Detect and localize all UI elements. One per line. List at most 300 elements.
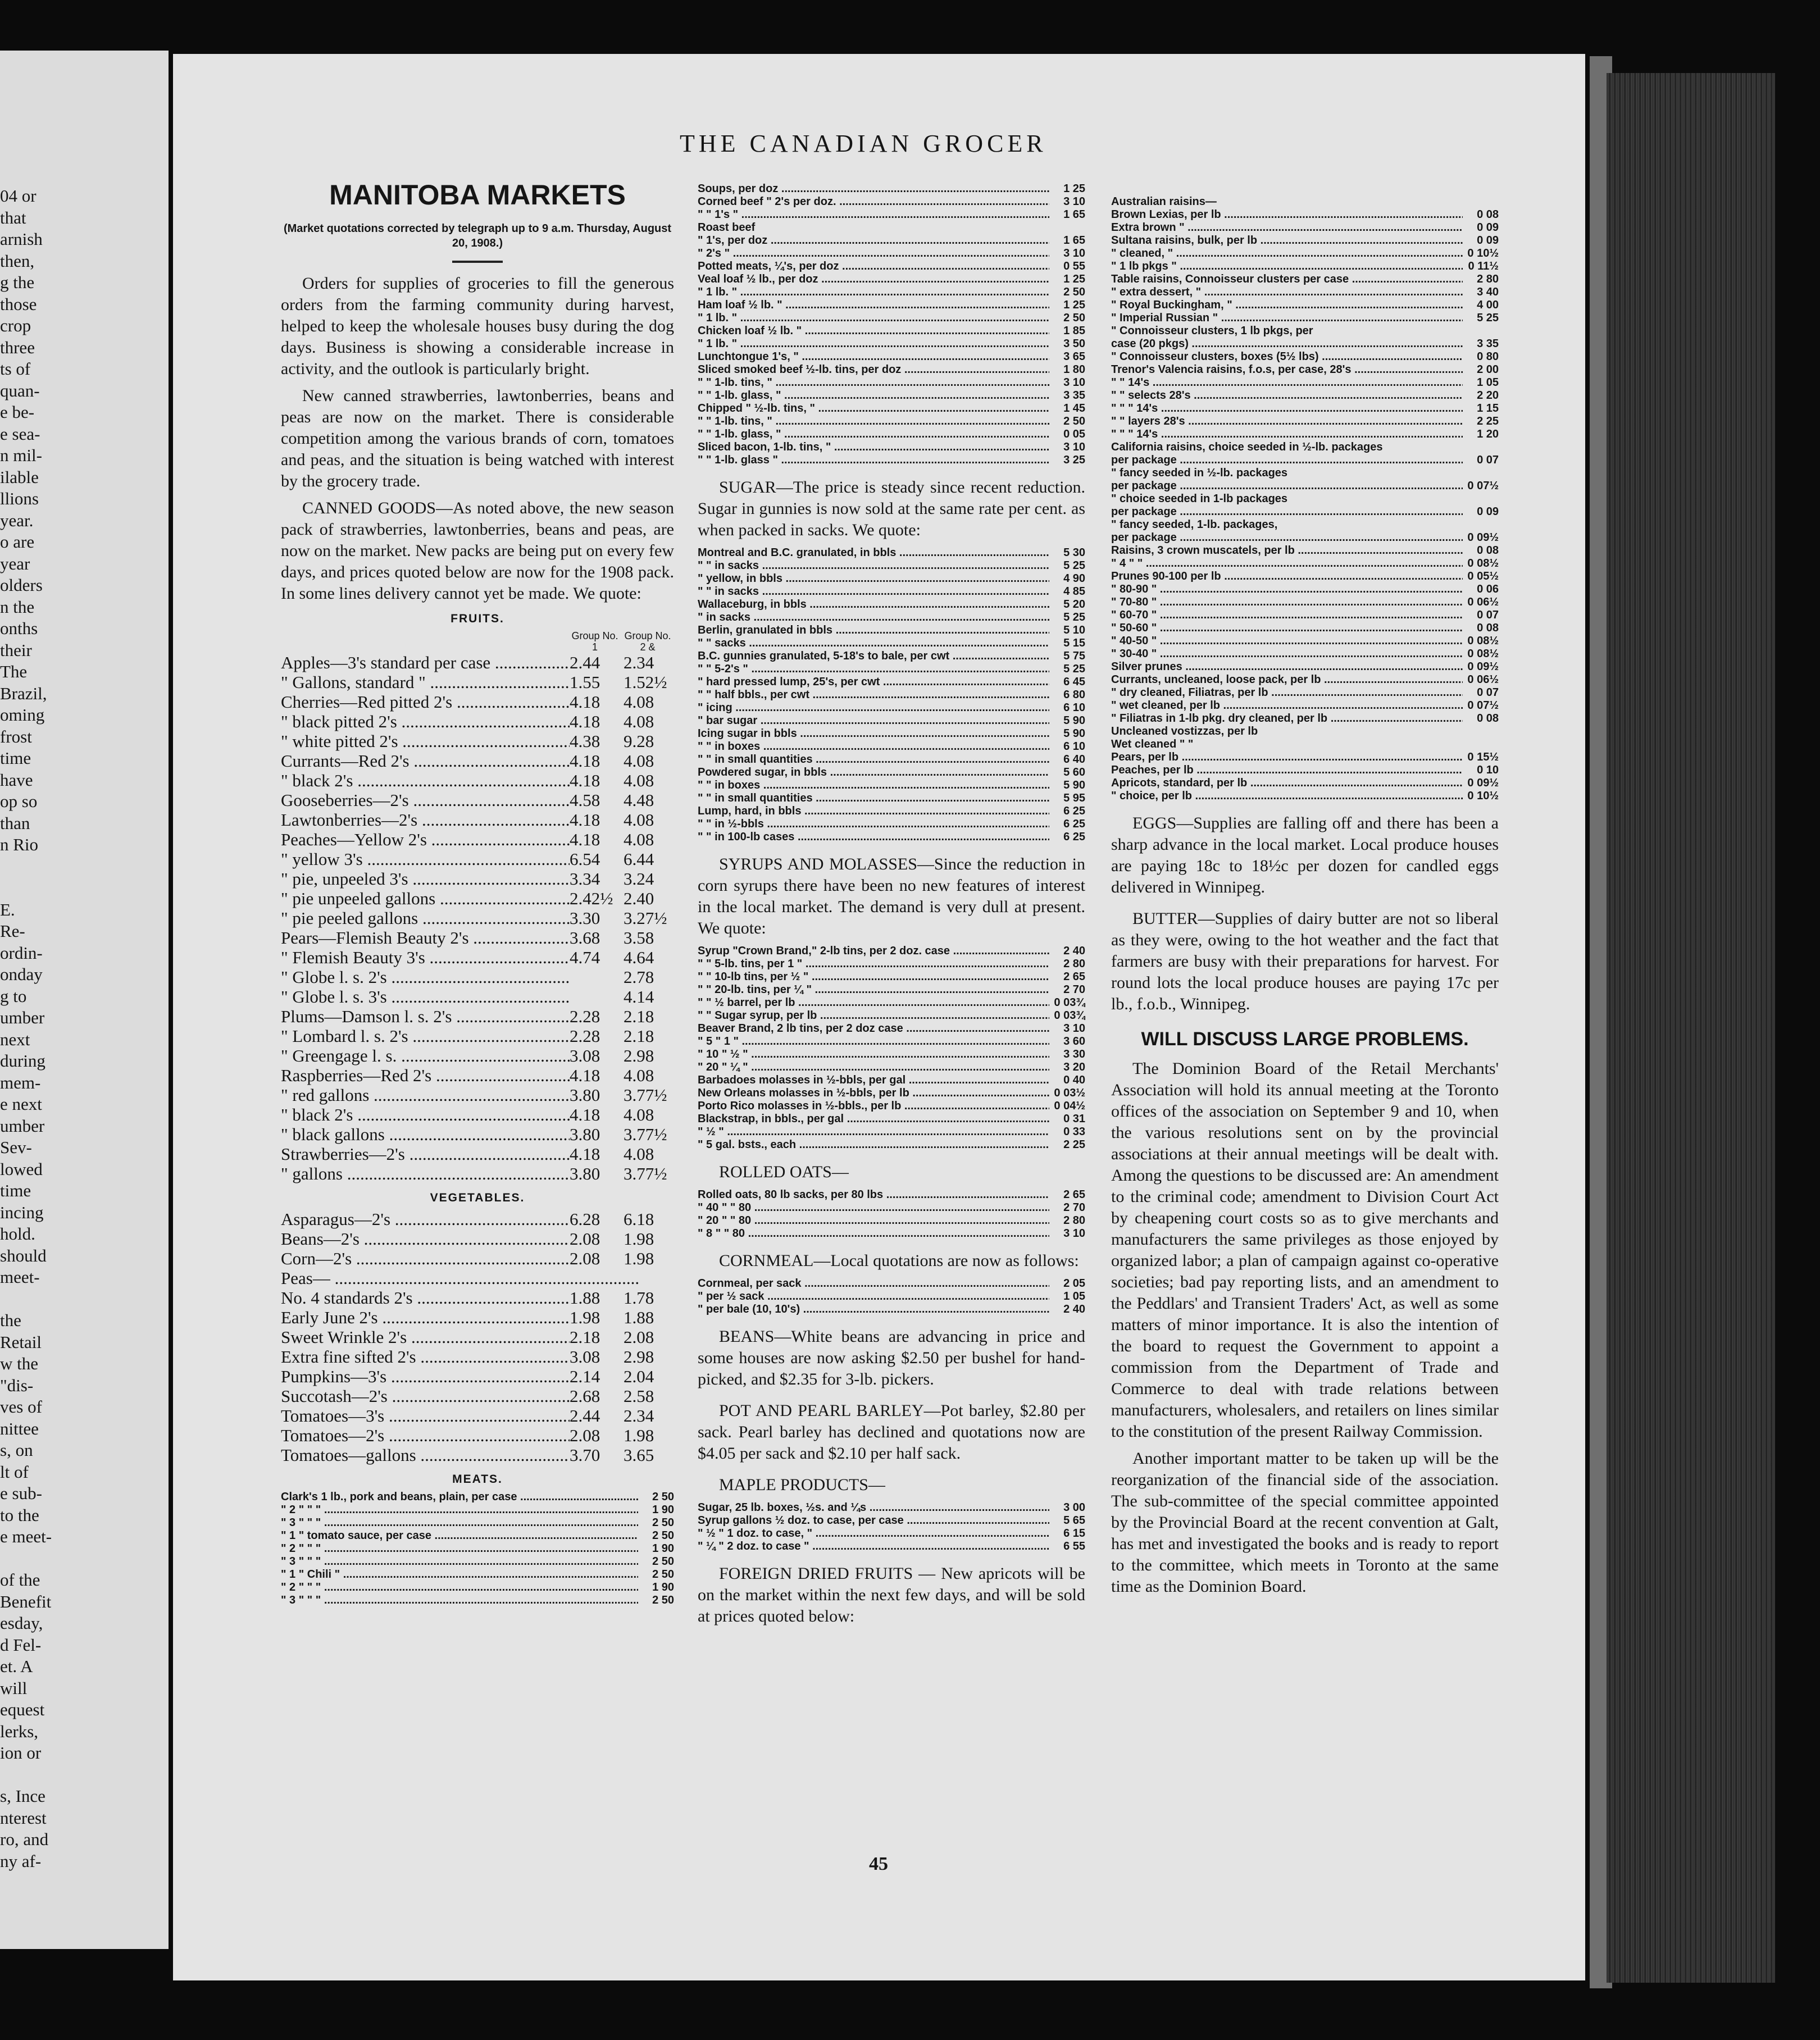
item-price: 0 07½ bbox=[1467, 480, 1499, 492]
item-price: 3 30 bbox=[1063, 1048, 1085, 1060]
item-label: " 40-50 " ..... bbox=[1111, 635, 1463, 648]
item-label: B.C. gunnies granulated, 5-18's to bale, per cwt ..... bbox=[698, 650, 1049, 663]
price-row bbox=[281, 1229, 674, 1249]
item-label: " 2's " ..... bbox=[698, 247, 1049, 260]
item-price bbox=[1463, 493, 1499, 506]
price-row bbox=[698, 286, 1085, 299]
item-price: 1 25 bbox=[1063, 183, 1085, 195]
item-label: " Flemish Beauty 3's ..... bbox=[281, 948, 570, 967]
left-page-text: of the bbox=[0, 1570, 40, 1590]
item-label: Extra brown " ..... bbox=[1111, 221, 1463, 234]
oats-table bbox=[698, 1189, 1085, 1240]
left-page-text: ny af- bbox=[0, 1851, 42, 1871]
left-page-text: year. bbox=[0, 510, 34, 530]
left-page-text: e meet- bbox=[0, 1527, 52, 1546]
price-row bbox=[698, 415, 1085, 428]
item-price: 2 25 bbox=[1477, 415, 1499, 427]
price-row bbox=[1111, 234, 1499, 247]
item-price: 2 80 bbox=[1063, 1214, 1085, 1227]
item-label: " black gallons ..... bbox=[281, 1124, 570, 1144]
meats-heading: MEATS. bbox=[452, 1473, 503, 1486]
left-page-text: olders bbox=[0, 575, 43, 595]
item-label: " Greengage l. s. ..... bbox=[281, 1046, 570, 1065]
price-row bbox=[281, 751, 674, 771]
item-price: 1 85 bbox=[1063, 325, 1085, 337]
item-label: " " layers 28's ..... bbox=[1111, 415, 1463, 428]
price-row bbox=[1111, 325, 1499, 338]
price-row bbox=[281, 653, 674, 672]
item-label: Sultana raisins, bulk, per lb ..... bbox=[1111, 234, 1463, 247]
item-price: 2 50 bbox=[1063, 312, 1085, 324]
price-row bbox=[1111, 544, 1499, 557]
price-row bbox=[281, 1568, 674, 1581]
item-price: 5 25 bbox=[1063, 663, 1085, 675]
price-row bbox=[1111, 299, 1499, 312]
price-row bbox=[698, 676, 1085, 689]
left-page-text: et. A bbox=[0, 1656, 33, 1676]
price-row bbox=[1111, 777, 1499, 790]
price-row bbox=[1111, 583, 1499, 596]
price-row bbox=[281, 810, 674, 830]
article-paragraph: Another important matter to be taken up will be the reorganization of the financial side of the association. The sub-committee of the special committee appointed by the Provincial Board at the recent convention at Galt, has met and investigated the books and is ready to report to the committee, which meets in Toronto at the same time as the Dominion Board. bbox=[1111, 1449, 1499, 1596]
group1-price: 4.74 bbox=[570, 948, 600, 967]
item-label: " fancy seeded, 1-lb. packages, bbox=[1111, 518, 1278, 531]
price-row bbox=[698, 831, 1085, 844]
item-label: " pie, unpeeled 3's ..... bbox=[281, 869, 570, 889]
maple-table bbox=[698, 1501, 1085, 1553]
left-page-text: to the bbox=[0, 1505, 39, 1525]
item-label: " wet cleaned, per lb ..... bbox=[1111, 699, 1463, 712]
group2-price: 3.65 bbox=[624, 1445, 654, 1465]
group1-price: 4.18 bbox=[570, 810, 600, 830]
item-label: " yellow 3's ..... bbox=[281, 849, 570, 869]
price-row bbox=[698, 779, 1085, 792]
item-label: " dry cleaned, Filiatras, per lb ..... bbox=[1111, 686, 1463, 699]
price-row bbox=[698, 338, 1085, 350]
group2-price: 4.48 bbox=[624, 790, 654, 810]
group2-price: 1.78 bbox=[624, 1288, 654, 1308]
left-page-fragment bbox=[0, 51, 169, 1949]
item-price: 0 03½ bbox=[1054, 1087, 1085, 1099]
group2-price: 2.40 bbox=[624, 889, 654, 908]
group2-price: 3.77½ bbox=[624, 1164, 667, 1183]
item-label: Pumpkins—3's ..... bbox=[281, 1367, 570, 1386]
item-label: Syrup gallons ½ doz. to case, per case ..... bbox=[698, 1514, 1049, 1527]
left-page-text: have bbox=[0, 769, 33, 790]
item-label: " " 5-2's " ..... bbox=[698, 663, 1049, 676]
paragraph: Orders for supplies of groceries to fill the generous orders from the farming community during harvest, helped to keep the wholesale houses busy during the dog days. Business is showing a considerable increase in activity, and the outlook is particularly bright. bbox=[281, 274, 674, 378]
group2-price: 4.08 bbox=[624, 830, 654, 849]
price-row bbox=[281, 1529, 674, 1542]
item-price: 0 80 bbox=[1477, 350, 1499, 363]
price-row bbox=[698, 1139, 1085, 1151]
item-price: 1 45 bbox=[1063, 402, 1085, 415]
price-row bbox=[698, 273, 1085, 286]
item-price: 2 20 bbox=[1477, 389, 1499, 402]
item-price: 0 09 bbox=[1477, 234, 1499, 247]
page-number: 45 bbox=[869, 1854, 888, 1874]
item-label: " " 1-lb. glass " ..... bbox=[698, 454, 1049, 467]
item-price: 1 90 bbox=[652, 1542, 674, 1555]
price-row bbox=[281, 948, 674, 967]
item-label: Raspberries—Red 2's ..... bbox=[281, 1065, 570, 1085]
item-price: 3 10 bbox=[1063, 1227, 1085, 1240]
item-label: Wet cleaned " " bbox=[1111, 738, 1194, 750]
price-row bbox=[281, 1491, 674, 1504]
item-label: " Connoisseur clusters, 1 lb pkgs, per bbox=[1111, 325, 1313, 337]
item-label: Asparagus—2's ..... bbox=[281, 1209, 570, 1229]
item-price: 3 25 bbox=[1063, 454, 1085, 466]
group1-price: 1.88 bbox=[570, 1288, 600, 1308]
price-row bbox=[1111, 686, 1499, 699]
item-label: Lunchtongue 1's, " ..... bbox=[698, 350, 1049, 363]
price-row bbox=[698, 299, 1085, 312]
item-label: Pears—Flemish Beauty 2's ..... bbox=[281, 928, 570, 948]
item-label: Brown Lexias, per lb ..... bbox=[1111, 208, 1463, 221]
price-row bbox=[698, 1048, 1085, 1061]
item-price: 2 50 bbox=[1063, 286, 1085, 298]
price-row bbox=[1111, 415, 1499, 428]
price-row bbox=[281, 1327, 674, 1347]
left-page-text: ro, and bbox=[0, 1829, 49, 1849]
price-row bbox=[281, 869, 674, 889]
left-page-text: ts of bbox=[0, 359, 31, 379]
syrups-table bbox=[698, 945, 1085, 1151]
item-label: " 4 " " ..... bbox=[1111, 557, 1463, 570]
item-price: 1 20 bbox=[1477, 428, 1499, 440]
price-row bbox=[1111, 570, 1499, 583]
left-page-text: llions bbox=[0, 489, 39, 508]
item-price: 6 10 bbox=[1063, 702, 1085, 714]
item-label: Beaver Brand, 2 lb tins, per 2 doz case ..... bbox=[698, 1022, 1049, 1035]
group1-price bbox=[639, 1268, 691, 1288]
price-row bbox=[698, 1514, 1085, 1527]
group1-price: 3.30 bbox=[570, 908, 600, 928]
item-label: " per ½ sack ..... bbox=[698, 1290, 1049, 1303]
left-page-text: w the bbox=[0, 1354, 39, 1373]
group2-price: 9.28 bbox=[624, 731, 654, 751]
item-label: Raisins, 3 crown muscatels, per lb ..... bbox=[1111, 544, 1463, 557]
left-page-text: n mil- bbox=[0, 445, 42, 465]
group2-price: 2.18 bbox=[624, 1007, 654, 1026]
column-2 bbox=[698, 183, 1085, 1633]
price-row bbox=[698, 740, 1085, 753]
item-label: Prunes 90-100 per lb ..... bbox=[1111, 570, 1463, 583]
item-price: 5 90 bbox=[1063, 714, 1085, 727]
price-row bbox=[1111, 195, 1499, 208]
price-row bbox=[698, 702, 1085, 714]
left-page-text: d Fel- bbox=[0, 1634, 42, 1655]
group2-price: 2.34 bbox=[624, 1406, 654, 1426]
item-label: Cherries—Red pitted 2's ..... bbox=[281, 692, 570, 712]
cornmeal-paragraph: CORNMEAL—Local quotations are now as follows: bbox=[719, 1251, 1079, 1270]
item-label: Barbadoes molasses in ½-bbls, per gal ..... bbox=[698, 1074, 1049, 1087]
item-price: 3 00 bbox=[1063, 1501, 1085, 1514]
item-label: case (20 pkgs) ..... bbox=[1111, 338, 1463, 350]
price-row bbox=[698, 1277, 1085, 1290]
item-label: Sugar, 25 lb. boxes, ½s. and ¼s ..... bbox=[698, 1501, 1049, 1514]
item-price: 0 03¾ bbox=[1054, 1009, 1085, 1022]
price-row bbox=[1111, 480, 1499, 493]
group1-price: 3.34 bbox=[570, 869, 600, 889]
item-price: 0 08½ bbox=[1467, 557, 1499, 570]
item-label: " 8 " " 80 ..... bbox=[698, 1227, 1049, 1240]
price-row bbox=[281, 1594, 674, 1607]
item-price: 6 25 bbox=[1063, 818, 1085, 830]
item-label: " gallons ..... bbox=[281, 1164, 570, 1183]
price-row bbox=[1111, 247, 1499, 260]
price-row bbox=[1111, 635, 1499, 648]
left-page-text: lt of bbox=[0, 1461, 29, 1482]
left-page-text: esday, bbox=[0, 1613, 43, 1633]
article-title: WILL DISCUSS LARGE PROBLEMS. bbox=[1141, 1028, 1469, 1050]
group2-price: 4.08 bbox=[624, 1065, 654, 1085]
item-price: 3 35 bbox=[1063, 389, 1085, 402]
item-label: Ham loaf ½ lb. " ..... bbox=[698, 299, 1049, 312]
left-page-text: then, bbox=[0, 251, 35, 271]
group2-price: 3.77½ bbox=[624, 1085, 667, 1105]
left-page-text: time bbox=[0, 1181, 31, 1200]
price-row bbox=[698, 208, 1085, 221]
item-price: 0 08 bbox=[1477, 712, 1499, 725]
group1-price: 2.44 bbox=[570, 653, 600, 672]
item-label: " 5 gal. bsts., each ..... bbox=[698, 1139, 1049, 1151]
item-price: 3 60 bbox=[1063, 1035, 1085, 1048]
item-price: 3 65 bbox=[1063, 350, 1085, 363]
price-row bbox=[281, 1065, 674, 1085]
group2-price: 3.27½ bbox=[624, 908, 667, 928]
price-row bbox=[1111, 389, 1499, 402]
group2-price: 3.77½ bbox=[624, 1124, 667, 1144]
item-label: " " selects 28's ..... bbox=[1111, 389, 1463, 402]
price-row bbox=[1111, 376, 1499, 389]
price-row bbox=[698, 247, 1085, 260]
price-row bbox=[281, 1406, 674, 1426]
cornmeal-table bbox=[698, 1277, 1085, 1316]
group1-price: 4.18 bbox=[570, 1065, 600, 1085]
item-label: Silver prunes ..... bbox=[1111, 661, 1463, 673]
group1-price: 2.28 bbox=[570, 1007, 600, 1026]
item-price: 0 08½ bbox=[1467, 635, 1499, 647]
item-price: 3 10 bbox=[1063, 1022, 1085, 1035]
price-row bbox=[1111, 260, 1499, 273]
price-row bbox=[698, 350, 1085, 363]
price-row bbox=[281, 1124, 674, 1144]
item-price: 5 25 bbox=[1477, 312, 1499, 324]
item-price: 5 20 bbox=[1063, 598, 1085, 611]
item-price: 0 07 bbox=[1477, 609, 1499, 621]
group1-price: 4.18 bbox=[570, 771, 600, 790]
item-label: Icing sugar in bbls ..... bbox=[698, 727, 1049, 740]
price-row bbox=[281, 1555, 674, 1568]
left-page-text: next bbox=[0, 1029, 30, 1049]
item-label: Soups, per doz ..... bbox=[698, 183, 1049, 195]
item-label: Lump, hard, in bbls ..... bbox=[698, 805, 1049, 818]
item-price: 0 31 bbox=[1063, 1113, 1085, 1125]
item-price: 0 07 bbox=[1477, 686, 1499, 699]
item-label: " ½ " 1 doz. to case, " ..... bbox=[698, 1527, 1049, 1540]
paragraph: New canned strawberries, lawtonberries, beans and peas are now on the market. There is considerable competition among the various brands of corn, tomatoes and peas, and the situation is being watched with interest by the grocery trade. bbox=[281, 386, 674, 490]
price-row bbox=[1111, 725, 1499, 738]
price-row bbox=[1111, 712, 1499, 725]
group1-price: 2.68 bbox=[570, 1386, 600, 1406]
price-row bbox=[698, 650, 1085, 663]
item-price: 5 90 bbox=[1063, 727, 1085, 740]
group1-price: 3.70 bbox=[570, 1445, 600, 1465]
price-row bbox=[1111, 493, 1499, 506]
item-label: " 30-40 " ..... bbox=[1111, 648, 1463, 661]
butter-paragraph: BUTTER—Supplies of dairy butter are not so liberal as they were, owing to the hot weather and the fact that farmers are busy with their preparations for harvest. For round lots the local produce houses are paying 17c per lb., f.o.b., Winnipeg. bbox=[1111, 909, 1499, 1013]
price-row bbox=[1111, 506, 1499, 518]
item-label: Table raisins, Connoisseur clusters per case ..... bbox=[1111, 273, 1463, 286]
item-label: " extra dessert, " ..... bbox=[1111, 286, 1463, 299]
price-row bbox=[281, 1504, 674, 1517]
price-row bbox=[281, 1105, 674, 1124]
item-label: " pie peeled gallons ..... bbox=[281, 908, 570, 928]
left-page-text: crop bbox=[0, 316, 31, 335]
item-label: " Royal Buckingham, " ..... bbox=[1111, 299, 1463, 312]
price-row bbox=[1111, 609, 1499, 622]
item-price: 2 40 bbox=[1063, 945, 1085, 957]
section-title: MANITOBA MARKETS bbox=[329, 179, 626, 211]
vegetables-table bbox=[281, 1209, 674, 1465]
left-page-text: o are bbox=[0, 532, 35, 552]
item-label: " 40 " " 80 ..... bbox=[698, 1201, 1049, 1214]
item-label: Peaches—Yellow 2's ..... bbox=[281, 830, 570, 849]
item-price: 0 09 bbox=[1477, 221, 1499, 234]
left-page-text: n the bbox=[0, 596, 35, 617]
price-row bbox=[698, 753, 1085, 766]
item-price: 2 40 bbox=[1063, 1303, 1085, 1315]
page-header: THE CANADIAN GROCER bbox=[680, 130, 1047, 157]
item-price: 0 09½ bbox=[1467, 777, 1499, 789]
price-row bbox=[698, 428, 1085, 441]
price-row bbox=[698, 598, 1085, 611]
item-label: " 10 " ½ " ..... bbox=[698, 1048, 1049, 1061]
left-page-text: that bbox=[0, 207, 26, 227]
price-row bbox=[698, 611, 1085, 624]
item-label: " 2 " " " ..... bbox=[281, 1581, 638, 1594]
item-label: No. 4 standards 2's ..... bbox=[281, 1288, 570, 1308]
item-price: 4 90 bbox=[1063, 572, 1085, 585]
item-label: " 1 lb pkgs " ..... bbox=[1111, 260, 1463, 273]
item-label: " cleaned, " ..... bbox=[1111, 247, 1463, 260]
group2-price: 2.08 bbox=[624, 1327, 654, 1347]
price-row bbox=[281, 771, 674, 790]
item-label: Tomatoes—gallons ..... bbox=[281, 1445, 570, 1465]
quotation-note: (Market quotations corrected by telegraph up to 9 a.m. Thursday, August 20, 1908.) bbox=[283, 222, 672, 249]
item-price: 1 25 bbox=[1063, 273, 1085, 285]
price-row bbox=[1111, 738, 1499, 751]
price-row bbox=[698, 624, 1085, 637]
price-row bbox=[1111, 764, 1499, 777]
left-page-text: 04 or bbox=[0, 186, 37, 206]
price-row bbox=[281, 889, 674, 908]
left-page-text: ion or bbox=[0, 1743, 42, 1763]
sugar-paragraph: SUGAR—The price is steady since recent reduction. Sugar in gunnies is now sold at the same rate per cent. as when packed in sacks. We quote: bbox=[698, 478, 1085, 539]
item-label: " 1's, per doz ..... bbox=[698, 234, 1049, 247]
price-row bbox=[698, 441, 1085, 454]
item-label: Wallaceburg, in bbls ..... bbox=[698, 598, 1049, 611]
price-row bbox=[1111, 661, 1499, 673]
paragraph: CANNED GOODS—As noted above, the new season pack of strawberries, lawtonberries, beans and peas, are now on the market. New packs are being put on every few days, and prices quoted below are now for the 1908 pack. In some lines delivery cannot yet be made. We quote: bbox=[281, 499, 674, 603]
group1-price: 3.80 bbox=[570, 1124, 600, 1144]
item-price: 1 05 bbox=[1477, 376, 1499, 389]
item-label: " " half bbls., per cwt ..... bbox=[698, 689, 1049, 702]
price-row bbox=[698, 945, 1085, 958]
item-label: " 60-70 " ..... bbox=[1111, 609, 1463, 622]
item-label: " " 20-lb. tins, per ¼ " ..... bbox=[698, 983, 1049, 996]
price-row bbox=[698, 1087, 1085, 1100]
item-label: Veal loaf ½ lb., per doz ..... bbox=[698, 273, 1049, 286]
item-label: " 1 lb. " ..... bbox=[698, 286, 1049, 299]
price-row bbox=[1111, 338, 1499, 350]
item-price: 0 08 bbox=[1477, 544, 1499, 557]
price-row bbox=[698, 1100, 1085, 1113]
item-price: 2 50 bbox=[1063, 415, 1085, 427]
item-label: " 1 " Chili " ..... bbox=[281, 1568, 638, 1581]
item-label: " " Sugar syrup, per lb ..... bbox=[698, 1009, 1049, 1022]
item-label: Berlin, granulated in bbls ..... bbox=[698, 624, 1049, 637]
column-1 bbox=[281, 174, 674, 1607]
item-label: per package ..... bbox=[1111, 531, 1463, 544]
item-price: 0 05½ bbox=[1467, 570, 1499, 582]
price-row bbox=[1111, 518, 1499, 531]
item-label: " ¼ " 2 doz. to case " ..... bbox=[698, 1540, 1049, 1553]
left-page-text: arnish bbox=[0, 229, 43, 249]
group1-price: 3.80 bbox=[570, 1085, 600, 1105]
item-price: 5 25 bbox=[1063, 559, 1085, 572]
item-price: 2 50 bbox=[652, 1568, 674, 1581]
item-price: 0 08 bbox=[1477, 208, 1499, 221]
item-label: " 20 " ¼ " ..... bbox=[698, 1061, 1049, 1074]
group1-price: 6.28 bbox=[570, 1209, 600, 1229]
group2-price: 3.24 bbox=[624, 869, 654, 889]
item-label: Gooseberries—2's ..... bbox=[281, 790, 570, 810]
price-row bbox=[1111, 673, 1499, 686]
canned-meats-table bbox=[698, 183, 1085, 467]
item-price: 1 65 bbox=[1063, 234, 1085, 247]
price-row bbox=[698, 1022, 1085, 1035]
item-label: " pie unpeeled gallons ..... bbox=[281, 889, 570, 908]
syrups-paragraph: SYRUPS AND MOLASSES—Since the reduction in corn syrups there have been no new features of interest in the local market. The demand is very dull at present. We quote: bbox=[698, 855, 1085, 937]
left-page-text: lerks, bbox=[0, 1721, 39, 1741]
item-price: 5 15 bbox=[1063, 637, 1085, 649]
price-row bbox=[281, 1386, 674, 1406]
price-row bbox=[698, 547, 1085, 559]
item-label: " choice, per lb ..... bbox=[1111, 790, 1463, 803]
item-label: Apricots, standard, per lb ..... bbox=[1111, 777, 1463, 790]
group2-price: 1.98 bbox=[624, 1229, 654, 1249]
item-price: 2 50 bbox=[652, 1594, 674, 1606]
item-price: 6 25 bbox=[1063, 831, 1085, 843]
item-price: 1 05 bbox=[1063, 1290, 1085, 1303]
group2-price: 1.98 bbox=[624, 1426, 654, 1445]
item-label: " 1 " tomato sauce, per case ..... bbox=[281, 1529, 638, 1542]
price-row bbox=[281, 790, 674, 810]
item-label: Succotash—2's ..... bbox=[281, 1386, 570, 1406]
left-page-text: Re- bbox=[0, 921, 25, 941]
price-row bbox=[698, 766, 1085, 779]
price-row bbox=[698, 1035, 1085, 1048]
item-price: 5 75 bbox=[1063, 650, 1085, 662]
item-label: Chicken loaf ½ lb. " ..... bbox=[698, 325, 1049, 338]
item-label: " " in small quantities ..... bbox=[698, 753, 1049, 766]
item-label: Montreal and B.C. granulated, in bbls ..... bbox=[698, 547, 1049, 559]
price-row bbox=[281, 1268, 674, 1288]
item-label: " icing ..... bbox=[698, 702, 1049, 714]
group1-price: 3.08 bbox=[570, 1347, 600, 1367]
